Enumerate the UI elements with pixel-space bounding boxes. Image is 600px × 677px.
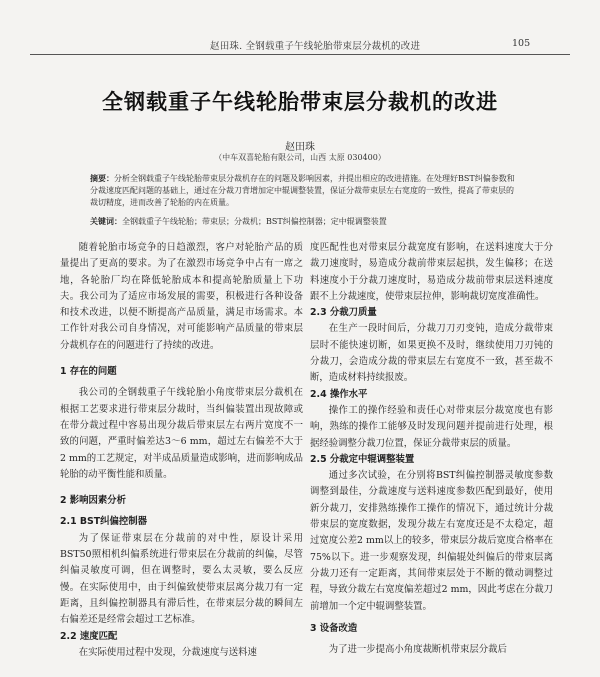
section-2-5-heading: 2.5 分裁定中辊调整装置: [310, 453, 415, 465]
section-2-5-paragraph: 通过多次试验，在分别将BST纠偏控制器灵敏度参数调整到最佳，分裁速度与送料速度参数匹配到最好，使用新分裁刀，安排熟练操作工操作的情况下，通过统计分裁带束层的宽度数据，发现分裁左右宽度还是不太稳定，超过宽度公差2 mm以上的较多，带束层分裁后宽度合格率在75%以下。进一步观察发现，纠偏辊处纠偏后的带束层离分裁刀还有一定距离，其间带束层处于不断的微动调整过程，导致分裁左右宽度偏差超过2 mm，因此考虑在分裁刀前增加一个定中辊调整装置。: [310, 470, 553, 612]
section-2-3-heading: 2.3 分裁刀质量: [310, 307, 377, 319]
intro-paragraph: 随着轮胎市场竞争的日趋激烈，客户对轮胎产品的质量提出了更高的要求。为了在激烈市场竞争中占有一席之地，各轮胎厂均在降低轮胎成本和提高轮胎质量上下功夫。我公司为了适应市场发展的需要，积极进行各种设备和技术改进，以便不断提高产品质量，满足市场需求。本工作针对我公司自身情况，对可能影响产品质量的带束层分裁机存在的问题进行了持续的改进。: [60, 242, 303, 351]
section-1-heading: 1 存在的问题: [60, 366, 117, 378]
author-affiliation: （中车双喜轮胎有限公司，山西 太原 030400）: [214, 153, 386, 162]
abstract-text: 分析全钢载重子午线轮胎带束层分裁机存在的问题及影响因素，并提出相应的改进措施。在处理好BST纠偏参数和分裁速度匹配问题的基础上，通过在分裁刀背增加定中辊调整装置，保证分裁带束层左右宽度的一致性，提高了带束层的裁切精度，进而改善了轮胎的内在质量。: [90, 174, 515, 208]
section-2-4-heading: 2.4 操作水平: [310, 388, 368, 400]
section-3-heading: 3 设备改造: [310, 622, 358, 634]
abstract: [90, 172, 520, 210]
keywords-text: 全钢载重子午线轮胎；带束层；分裁机；BST纠偏控制器；定中辊调整装置: [122, 217, 387, 226]
page-number: 105: [512, 38, 531, 49]
section-2-1-paragraph: 为了保证带束层在分裁前的对中性，原设计采用BST50照相机纠偏系统进行带束层在分裁前的纠偏，尽管纠偏灵敏度可调，但在调整时，要么太灵敏，要么反应慢。在实际使用中，由于纠偏致使带束层离分裁刀有一定距离，且纠偏控制器具有滞后性，在带束层分裁的瞬间左右偏差还是经常会超过工艺标准。: [60, 532, 303, 626]
section-2-3-paragraph: 在生产一段时间后，分裁刀刀刃变钝，造成分裁带束层时不能快速切断，如果更换不及时，继续使用刀刃钝的分裁刀，会造成分裁的带束层左右宽度不一致，甚至裁不断，造成材料持续报废。: [310, 323, 553, 384]
section-2-heading: 2 影响因素分析: [60, 495, 127, 507]
abstract-label: 摘要：: [90, 173, 114, 183]
right-column: [310, 240, 553, 658]
section-1-paragraph: 我公司的全钢载重子午线轮胎小角度带束层分裁机在根据工艺要求进行带束层分裁时，当纠偏装置出现故障或在带分裁过程中容易出现分裁后带束层左右两片宽度不一致的问题，严重时偏差达3～6 mm，超过左右偏差不大于2 mm的工艺规定，对半成品质量造成影响，进而影响成品轮胎的动平衡性能和质量。: [60, 387, 303, 480]
keywords-label: 关键词：: [90, 216, 122, 226]
header-rule: [30, 54, 570, 55]
running-header: [0, 0, 600, 62]
article-title: 全钢载重子午线轮胎带束层分裁机的改进: [102, 90, 498, 114]
section-2-4-paragraph: 操作工的操作经验和责任心对带束层分裁宽度也有影响，熟练的操作工能够及时发现问题并提前进行处理，根据经验调整分裁刀位置，保证分裁带束层的质量。: [310, 404, 553, 449]
keywords: [90, 216, 520, 227]
section-3-paragraph: 为了进一步提高小角度裁断机带束层分裁后: [328, 644, 507, 656]
left-column: [60, 240, 303, 661]
section-2-2-heading: 2.2 速度匹配: [60, 630, 118, 642]
running-title: 赵田珠. 全钢载重子午线轮胎带束层分裁机的改进: [210, 41, 421, 52]
section-2-2-paragraph: 在实际使用过程中发现，分裁速度与送料速: [78, 646, 257, 658]
section-2-1-heading: 2.1 BST纠偏控制器: [60, 516, 148, 528]
article-author: 赵田珠: [285, 142, 315, 153]
continued-paragraph: 度匹配性也对带束层分裁宽度有影响，在送料速度大于分裁刀速度时，易造成分裁前带束层起拱，发生偏移；在送料速度小于分裁刀速度时，易造成分裁前带束层送料速度跟不上分裁速度，使带束层拉伸，影响裁切宽度准确性。: [310, 242, 553, 302]
